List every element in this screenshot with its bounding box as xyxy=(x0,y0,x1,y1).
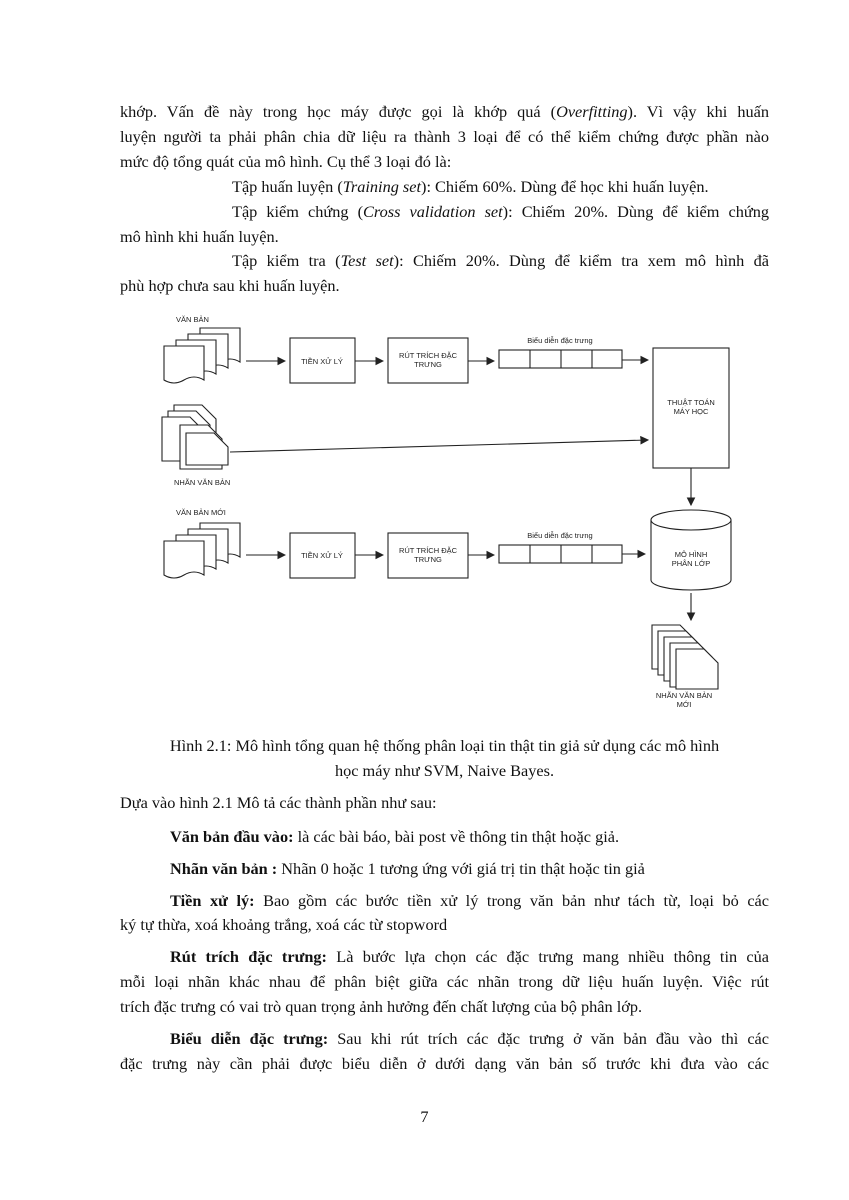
validation-set-cont: mô hình khi huấn luyện. xyxy=(120,227,279,246)
item-term: Văn bản đầu vào: xyxy=(170,827,294,846)
set-term: Training set xyxy=(342,177,422,196)
set-desc: ): Chiếm 60%. Dùng để học khi huấn luyện. xyxy=(421,177,709,196)
item-rut-trich xyxy=(120,945,769,970)
label-tien-xu-ly-2: TIỀN XỬ LÝ xyxy=(301,551,343,560)
intro-line-3: mức độ tổng quát của mô hình. Cụ thể 3 loại đó là: xyxy=(120,152,452,171)
set-name: Tập huấn luyện ( xyxy=(232,177,343,196)
item-rut-trich-cont2: trích đặc trưng có vai trò quan trọng ảnh hưởng đến chất lượng của bộ phân lớp. xyxy=(120,997,643,1016)
page-number: 7 xyxy=(420,1107,429,1126)
item-text: Nhãn 0 hoặc 1 tương ứng với giá trị tin thật hoặc tin giả xyxy=(277,859,645,878)
label-mo-hinh-2: PHÂN LỚP xyxy=(671,559,711,568)
item-bieu-dien xyxy=(120,1027,769,1052)
label-tien-xu-ly-1: TIỀN XỬ LÝ xyxy=(301,357,343,366)
test-set-cont: phù hợp chưa sau khi huấn luyện. xyxy=(120,276,340,295)
document-stack-icon xyxy=(164,328,240,383)
label-nhan-van-ban: NHÃN VĂN BẢN xyxy=(174,478,231,487)
item-van-ban-dau-vao xyxy=(120,825,769,850)
system-diagram xyxy=(0,300,849,720)
label-bieu-dien-1: Biểu diễn đặc trưng xyxy=(527,336,593,345)
new-labels-document-icon xyxy=(652,625,718,689)
body-lead: Dựa vào hình 2.1 Mô tả các thành phần như sau: xyxy=(120,793,437,812)
intro-text: khớp. Vấn đề này trong học máy được gọi là khớp quá ( xyxy=(120,102,557,121)
figure-caption-line-1: Hình 2.1: Mô hình tổng quan hệ thống phân loại tin thật tin giả sử dụng các mô hình xyxy=(169,736,720,755)
new-document-stack-icon xyxy=(164,523,240,578)
item-tien-xu-ly xyxy=(120,889,769,914)
item-text: Bao gồm các bước tiền xử lý trong văn bản như tách từ, loại bỏ các xyxy=(254,891,770,910)
label-mo-hinh-1: MÔ HÌNH xyxy=(674,550,708,559)
label-thuat-toan-2: MÁY HỌC xyxy=(673,407,709,416)
labels-document-icon xyxy=(162,405,228,469)
label-van-ban: VĂN BẢN xyxy=(176,315,209,324)
intro-text: ). Vì vậy khi huấn xyxy=(627,102,769,121)
test-set-line xyxy=(120,249,769,274)
label-rut-trich-2b: TRƯNG xyxy=(414,555,442,564)
item-term: Tiền xử lý: xyxy=(170,891,255,910)
training-set-line xyxy=(232,175,709,200)
label-bieu-dien-2: Biểu diễn đặc trưng xyxy=(527,531,593,540)
item-term: Rút trích đặc trưng: xyxy=(170,947,327,966)
set-name: Tập kiểm chứng ( xyxy=(232,202,363,221)
label-nhan-moi-1: NHÃN VĂN BẢN xyxy=(655,691,713,700)
term-overfitting: Overfitting xyxy=(556,102,628,121)
set-term: Cross validation set xyxy=(363,202,503,221)
figure-caption-line-2: học máy như SVM, Naive Bayes. xyxy=(334,761,555,780)
label-nhan-moi-2: MỚI xyxy=(676,700,692,709)
set-desc: ): Chiếm 20%. Dùng để kiểm tra xem mô hình đã xyxy=(393,251,770,270)
item-nhan-van-ban xyxy=(120,857,769,882)
intro-line-2: luyện người ta phải phân chia dữ liệu ra thành 3 loại để có thể kiểm chứng được phần nào xyxy=(120,127,769,146)
label-rut-trich-2a: RÚT TRÍCH ĐẶC xyxy=(398,546,458,555)
item-term: Biểu diễn đặc trưng: xyxy=(170,1029,329,1048)
label-van-ban-moi: VĂN BẢN MỚI xyxy=(176,508,226,517)
intro-line-1 xyxy=(120,100,769,125)
item-tien-xu-ly-cont: ký tự thừa, xoá khoảng trắng, xoá các từ stopword xyxy=(120,915,448,934)
item-term: Nhãn văn bản : xyxy=(170,859,278,878)
label-thuat-toan-1: THUẬT TOÁN xyxy=(667,398,715,407)
label-rut-trich-1a: RÚT TRÍCH ĐẶC xyxy=(398,351,458,360)
label-rut-trich-1b: TRƯNG xyxy=(414,360,442,369)
item-bieu-dien-cont: đặc trưng này cần phải được biểu diễn ở dưới dạng văn bản số trước khi đưa vào các xyxy=(120,1054,769,1073)
item-text: là các bài báo, bài post về thông tin thật hoặc giả. xyxy=(293,827,620,846)
item-rut-trich-cont: mỗi loại nhãn khác nhau để phân biệt giữa các nhãn trong dữ liệu huấn luyện. Việc rút xyxy=(120,972,769,991)
set-desc: ): Chiếm 20%. Dùng để kiểm chứng xyxy=(502,202,769,221)
item-text: Sau khi rút trích các đặc trưng ở văn bản đầu vào thì các xyxy=(328,1029,769,1048)
item-text: Là bước lựa chọn các đặc trưng mang nhiều thông tin của xyxy=(326,947,769,966)
validation-set-line xyxy=(120,200,769,225)
set-term: Test set xyxy=(340,251,394,270)
set-name: Tập kiểm tra ( xyxy=(232,251,341,270)
